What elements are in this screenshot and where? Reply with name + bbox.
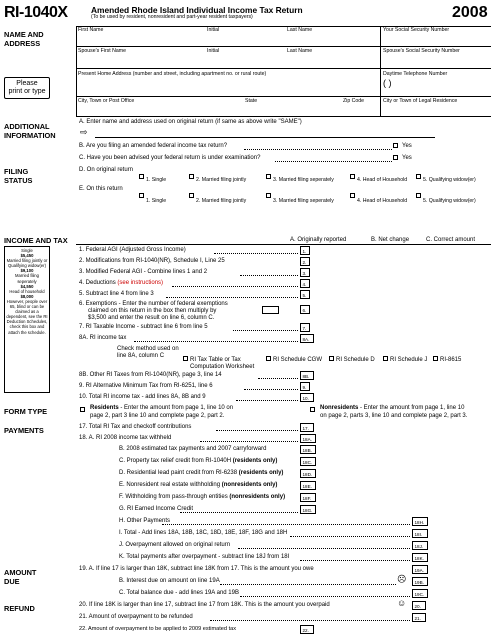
nonresidents-text-1: Nonresidents - Enter the amount from page 1, line 10: [320, 405, 465, 411]
line-8a-label: 8A. RI income tax: [79, 335, 127, 341]
method-tax-table-checkbox[interactable]: [183, 356, 188, 361]
residents-checkbox[interactable]: [80, 407, 85, 412]
line-18i-label: I. Total - Add lines 18A, 18B, 18C, 18D, 18E, 18F, 18G and 18H: [119, 530, 288, 536]
line-18b-box[interactable]: 18B.: [300, 445, 316, 454]
section-refund: REFUND: [4, 604, 35, 613]
column-c-header: C. Correct amount: [426, 237, 476, 243]
spouse-name-field[interactable]: [78, 56, 378, 67]
line-21-box[interactable]: 21.: [412, 613, 426, 622]
yes-label-2: Yes: [402, 155, 412, 161]
phone-parens: ( ): [383, 78, 392, 88]
e-option-1: 1. Single: [146, 198, 167, 204]
line-18i-box[interactable]: 18I.: [412, 529, 428, 538]
line-6-box[interactable]: 6.: [300, 305, 310, 314]
line-21-label: 21. Amount of overpayment to be refunded: [79, 614, 193, 620]
line-19a-label: 19. A. If line 17 is larger than 18K, subtract line 18K from 17. This is the amount you owe: [79, 566, 314, 572]
tax-method-label-1: Check method used on: [117, 346, 179, 352]
e-status-3-checkbox[interactable]: [266, 193, 271, 198]
section-additional: ADDITIONAL INFORMATION: [4, 122, 56, 140]
e-option-2: 2. Married filing jointly: [196, 198, 247, 204]
line-b-label: B. Are you filing an amended federal income tax return?: [79, 143, 228, 149]
line-19b-box[interactable]: 19B.: [412, 577, 428, 586]
city-label: City, Town or Post Office: [78, 98, 135, 104]
d-option-2: 2. Married filing jointly: [196, 177, 247, 183]
e-status-4-checkbox[interactable]: [350, 193, 355, 198]
line-1-box[interactable]: 1.: [300, 246, 310, 255]
line-20-box[interactable]: 20.: [412, 601, 426, 610]
ssn-label: Your Social Security Number: [383, 27, 450, 33]
line-8b-label: 8B. Other RI Taxes from RI-1040(NR), page 3, line 14: [79, 372, 222, 378]
line-6-label-a: 6. Exemptions - Enter the number of federal exemptions: [79, 301, 228, 307]
line-18k-box[interactable]: 18K.: [412, 553, 428, 562]
e-option-4: 4. Head of Household: [357, 198, 408, 204]
standard-deduction-sidebar: Single $5,450 Married filing jointly or Qualifying widow(er) $9,100 Married filing seperately $4,550 Head of household $8,000 However, people over 65, blind or can be claimed as a dependent, see the RI Deduction Schedules, check this box and attach the schedule.: [4, 246, 50, 393]
e-status-5-checkbox[interactable]: [416, 193, 421, 198]
section-filing: FILING STATUS: [4, 167, 33, 185]
method-cgw-label: RI Schedule CGW: [273, 357, 323, 363]
d-option-1: 1. Single: [146, 177, 167, 183]
line-7-label: 7. RI Taxable Income - subtract line 6 from line 5: [79, 324, 208, 330]
phone-label: Daytime Telephone Number: [383, 71, 448, 77]
form-title: RI-1040X: [4, 4, 68, 21]
spouse-initial-label: Initial: [207, 48, 220, 54]
line-17-box[interactable]: 17.: [300, 423, 314, 432]
nonresidents-text-2: on page 2, parts 3, line 10 and complete page 2, part 3.: [320, 413, 468, 419]
line-19a-box[interactable]: 19A.: [412, 565, 428, 574]
line-19b-label: B. Interest due on amount on line 19A: [119, 578, 220, 584]
method-cgw-checkbox[interactable]: [266, 356, 271, 361]
nonresidents-checkbox[interactable]: [310, 407, 315, 412]
line-18e-label: E. Nonresident real estate withholding (nonresidents only): [119, 482, 278, 488]
d-status-2-checkbox[interactable]: [189, 174, 194, 179]
sad-face-icon: ☹: [397, 574, 407, 584]
d-option-5: 5. Qualifying widow(er): [423, 177, 476, 183]
yes-label: Yes: [402, 143, 412, 149]
line-18b-label: B. 2008 estimated tax payments and 2007 carryforward: [119, 446, 267, 452]
line-18j-label: J. Overpayment allowed on original return: [119, 542, 231, 548]
line-18h-box[interactable]: 18H.: [412, 517, 428, 526]
line-18f-box[interactable]: 18F.: [300, 493, 316, 502]
smiley-face-icon: ☺: [397, 598, 407, 608]
line-3-label: 3. Modified Federal AGI - Combine lines 1 and 2: [79, 269, 208, 275]
method-8615-label: RI-8615: [440, 357, 462, 363]
name-field[interactable]: [78, 34, 378, 45]
d-option-3: 3. Married filing seperately: [273, 177, 334, 183]
line-c-label: C. Have you been advised your federal return is under examination?: [79, 155, 261, 161]
d-status-4-checkbox[interactable]: [350, 174, 355, 179]
first-name-label: First Name: [78, 27, 104, 33]
line-7-box[interactable]: 7.: [300, 323, 310, 332]
tax-method-label-2: line 8A, column C: [117, 353, 165, 359]
initial-label: Initial: [207, 27, 220, 33]
arrow-right-icon: ⇨: [80, 127, 88, 137]
section-payments: PAYMENTS: [4, 426, 44, 435]
section-income-tax: INCOME AND TAX: [4, 236, 68, 245]
d-status-1-checkbox[interactable]: [139, 174, 144, 179]
line-9-box[interactable]: 9.: [300, 382, 310, 391]
last-name-label: Last Name: [287, 27, 313, 33]
line-5-box[interactable]: 5.: [300, 290, 310, 299]
state-label: State: [245, 98, 258, 104]
tax-year: 2008: [452, 4, 488, 21]
residents-text-1: Residents - Enter the amount from page 1, line 10 on: [90, 405, 234, 411]
line-22-box[interactable]: 22.: [300, 625, 314, 634]
residents-text-2: page 2, part 3 line 10 and complete page 2, part 2.: [90, 413, 225, 419]
line-6-label-c: $3,500 and enter the result on line 6, column C.: [88, 315, 215, 321]
section-amount-due: AMOUNT DUE: [4, 568, 37, 586]
spouse-last-name-label: Last Name: [287, 48, 313, 54]
line-10-box[interactable]: 10.: [300, 393, 314, 402]
line-18h-label: H. Other Payments: [119, 518, 171, 524]
spouse-first-name-label: Spouse's First Name: [78, 48, 126, 54]
line-18g-box[interactable]: 18G.: [300, 505, 316, 514]
column-b-header: B. Net change: [371, 237, 410, 243]
form-subtitle-2: (To be used by resident, nonresident and part-year resident taxpayers): [91, 14, 253, 20]
d-status-5-checkbox[interactable]: [416, 174, 421, 179]
e-option-3: 3. Married filing seperately: [273, 198, 334, 204]
amended-federal-yes-checkbox[interactable]: [393, 143, 398, 148]
line-d-label: D. On original return: [79, 167, 134, 173]
line-9-label: 9. RI Alternative Minimum Tax from RI-6251, line 6: [79, 383, 213, 389]
address-field[interactable]: [78, 80, 378, 94]
exemptions-count-box[interactable]: [262, 306, 279, 314]
line-4-label: 4. Deductions (see instructions): [79, 280, 164, 286]
line-22-label: 22. Amount of overpayment to be applied to 2009 estimated tax: [79, 626, 237, 632]
line-18d-label: D. Residential lead paint credit from RI-6238 (residents only): [119, 470, 284, 476]
d-status-3-checkbox[interactable]: [266, 174, 271, 179]
method-tax-table-label-2: Computation Worksheet: [190, 364, 255, 370]
d-option-4: 4. Head of Household: [357, 177, 408, 183]
zip-label: Zip Code: [343, 98, 365, 104]
line-8b-box[interactable]: 8B.: [300, 371, 314, 380]
line-8a-box[interactable]: 8A.: [300, 334, 314, 343]
e-option-5: 5. Qualifying widow(er): [423, 198, 476, 204]
line-19c-label: C. Total balance due - add lines 19A and 19B: [119, 590, 239, 596]
spouse-ssn-label: Spouse's Social Security Number: [383, 48, 460, 54]
line-a-label: A. Enter name and address used on original return (if same as above write "SAME"): [79, 119, 302, 125]
line-6-label-b: claimed on this return in the box then multiply by: [88, 308, 217, 314]
method-sched-j-checkbox[interactable]: [383, 356, 388, 361]
e-status-2-checkbox[interactable]: [189, 193, 194, 198]
line-18c-box[interactable]: 18C.: [300, 457, 316, 466]
line-18e-box[interactable]: 18E.: [300, 481, 316, 490]
line-5-label: 5. Subtract line 4 from line 3: [79, 291, 154, 297]
line-3-box[interactable]: 3.: [300, 268, 310, 277]
line-20-label: 20. If line 18K is larger than line 17, subtract line 17 from 18K. This is the amount you overpaid: [79, 602, 330, 608]
method-sched-d-label: RI Schedule D: [336, 357, 375, 363]
address-label: Present Home Address (number and street, including apartment no. or rural route): [78, 71, 267, 77]
section-form-type: FORM TYPE: [4, 407, 48, 416]
line-18f-label: F. Withholding from pass-through entities (nonresidents only): [119, 494, 286, 500]
method-sched-d-checkbox[interactable]: [329, 356, 334, 361]
column-a-header: A. Originally reported: [290, 237, 347, 243]
line-18j-box[interactable]: 18J.: [412, 541, 428, 550]
line-4-box[interactable]: 4.: [300, 279, 310, 288]
please-print-note: Please print or type: [4, 77, 50, 99]
legal-residence-label: City or Town of Legal Residence: [383, 98, 458, 104]
method-sched-j-label: RI Schedule J: [390, 357, 428, 363]
line-18c-label: C. Property tax relief credit from RI-1040H (residents only): [119, 458, 278, 464]
method-tax-table-label: RI Tax Table or Tax: [190, 357, 241, 363]
line-2-label: 2. Modifications from RI-1040(NR), Schedule I, Line 25: [79, 258, 225, 264]
line-10-label: 10. Total RI income tax - add lines 8A, 8B and 9: [79, 394, 206, 400]
line-18g-label: G. RI Earned Income Credit: [119, 506, 194, 512]
line-18d-box[interactable]: 18D.: [300, 469, 316, 478]
form-subtitle: Amended Rhode Island Individual Income Tax Return: [91, 5, 303, 15]
method-8615-checkbox[interactable]: [433, 356, 438, 361]
examination-yes-checkbox[interactable]: [393, 155, 398, 160]
line-2-box[interactable]: 2.: [300, 257, 310, 266]
line-17-label: 17. Total RI Tax and checkoff contributions: [79, 424, 192, 430]
e-status-1-checkbox[interactable]: [139, 193, 144, 198]
line-1-label: 1. Federal AGI (Adjusted Gross Income): [79, 247, 186, 253]
section-name-address: NAME AND ADDRESS: [4, 30, 44, 48]
line-18a-box[interactable]: 18A.: [300, 434, 316, 443]
line-e-label: E. On this return: [79, 186, 123, 192]
line-18a-label: 18. A. RI 2008 income tax withheld: [79, 435, 172, 441]
line-18k-label: K. Total payments after overpayment - subtract line 18J from 18I: [119, 554, 290, 560]
line-19c-box[interactable]: 19C.: [412, 589, 428, 598]
